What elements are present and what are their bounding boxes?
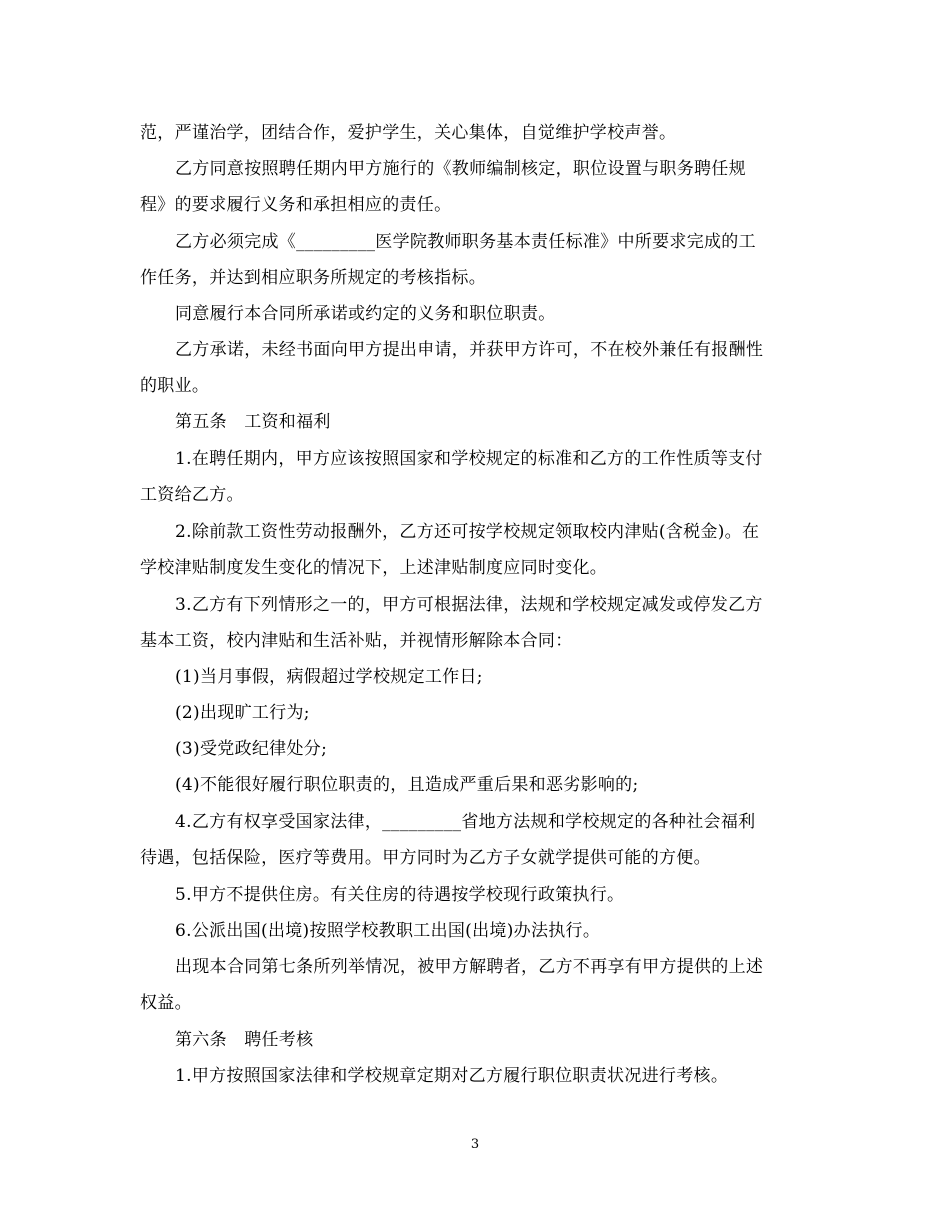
text-line: 2.除前款工资性劳动报酬外，乙方还可按学校规定领取校内津贴(含税金)。在 (175, 522, 760, 542)
text-line: 同意履行本合同所承诺或约定的义务和职位职责。 (175, 304, 556, 324)
text-line: 出现本合同第七条所列举情况，被甲方解聘者，乙方不再享有甲方提供的上述 (175, 957, 764, 977)
list-item: (2)出现旷工行为; (175, 703, 310, 723)
text-line: 范，严谨治学，团结合作，爱护学生，关心集体，自觉维护学校声誉。 (140, 123, 677, 143)
text-line: 待遇，包括保险，医疗等费用。甲方同时为乙方子女就学提供可能的方便。 (140, 848, 711, 868)
text-line: 3.乙方有下列情形之一的，甲方可根据法律，法规和学校规定减发或停发乙方 (175, 595, 763, 615)
text-line: 乙方承诺，未经书面向甲方提出申请，并获甲方许可，不在校外兼任有报酬性 (175, 340, 764, 360)
list-item: (3)受党政纪律处分; (175, 739, 328, 759)
text-line: 权益。 (140, 993, 192, 1013)
text-line: 6.公派出国(出境)按照学校教职工出国(出境)办法执行。 (175, 921, 601, 941)
text-line: 乙方必须完成《_________医学院教师职务基本责任标准》中所要求完成的工 (175, 232, 756, 252)
section-heading: 第五条 工资和福利 (175, 412, 331, 432)
page-number: 3 (470, 1137, 480, 1152)
text-line: 的职业。 (140, 376, 210, 396)
text-line: 4.乙方有权享受国家法律，_________省地方法规和学校规定的各种社会福利 (175, 812, 756, 832)
text-line: 5.甲方不提供住房。有关住房的待遇按学校现行政策执行。 (175, 885, 625, 905)
text-line: 学校津贴制度发生变化的情况下，上述津贴制度应同时变化。 (140, 558, 608, 578)
list-item: (4)不能很好履行职位职责的，且造成严重后果和恶劣影响的; (175, 775, 639, 795)
text-line: 1.在聘任期内，甲方应该按照国家和学校规定的标准和乙方的工作性质等支付 (175, 449, 763, 469)
text-line: 基本工资，校内津贴和生活补贴，并视情形解除本合同： (140, 631, 573, 651)
text-line: 1.甲方按照国家法律和学校规章定期对乙方履行职位职责状况进行考核。 (175, 1066, 729, 1086)
text-line: 乙方同意按照聘任期内甲方施行的《教师编制核定，职位设置与职务聘任规 (175, 159, 746, 179)
text-line: 工资给乙方。 (140, 485, 244, 505)
list-item: (1)当月事假，病假超过学校规定工作日; (175, 667, 483, 687)
text-line: 作任务，并达到相应职务所规定的考核指标。 (140, 268, 486, 288)
section-heading: 第六条 聘任考核 (175, 1030, 314, 1050)
text-line: 程》的要求履行义务和承担相应的责任。 (140, 195, 452, 215)
